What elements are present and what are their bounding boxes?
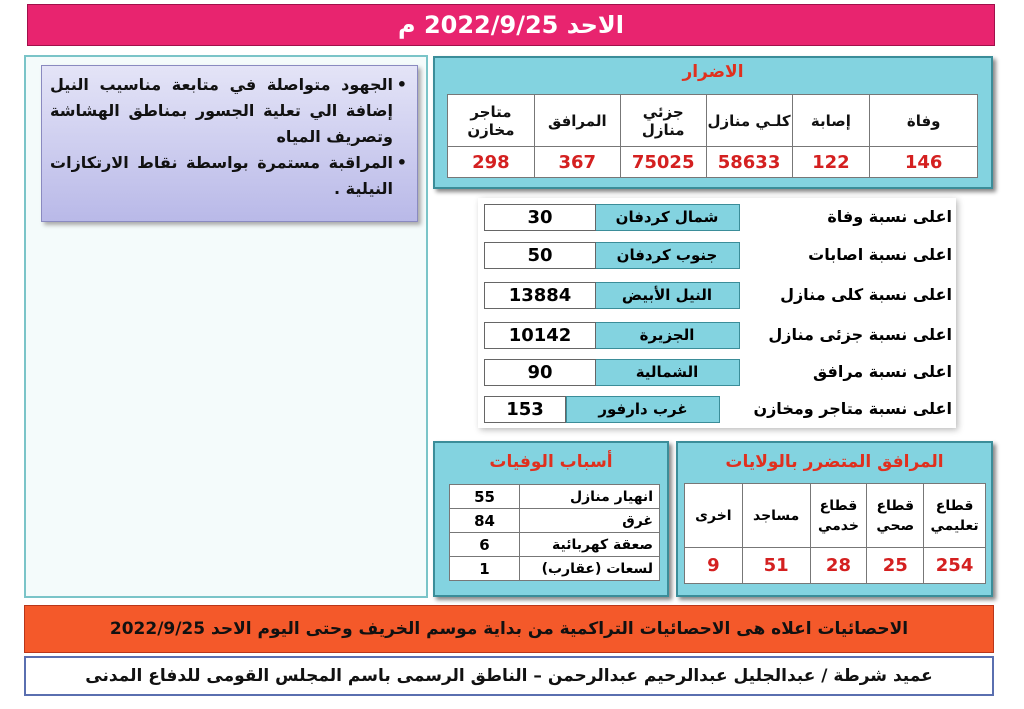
facility-value: 254 [924, 548, 986, 584]
facility-header: قطاع خدمي [810, 484, 867, 548]
facility-header: قطاع تعليمي [924, 484, 986, 548]
death-cause: لسعات (عقارب) [520, 557, 660, 581]
highest-row [484, 240, 952, 270]
facility-header: قطاع صحي [867, 484, 924, 548]
damage-header: جزئي منازل [620, 95, 706, 147]
highest-value: 153 [484, 396, 566, 423]
death-cause: صعقة كهربائية [520, 533, 660, 557]
death-count: 6 [450, 533, 520, 557]
highest-row [484, 280, 952, 310]
highest-label: اعلى نسبة اصابات [808, 245, 952, 264]
facilities-table [684, 483, 986, 584]
damage-header: كلـي منازل [706, 95, 792, 147]
damage-value: 146 [870, 147, 978, 178]
highest-value: 13884 [484, 282, 596, 309]
highest-row [484, 394, 952, 424]
death-count: 55 [450, 485, 520, 509]
highest-state: شمال كردفان [594, 204, 740, 231]
death-cause: انهيار منازل [520, 485, 660, 509]
damage-header: إصابة [792, 95, 870, 147]
damage-value: 58633 [706, 147, 792, 178]
highest-label: اعلى نسبة جزئى منازل [768, 325, 952, 344]
damage-header: متاجر مخازن [448, 95, 535, 147]
signature-bar [24, 656, 994, 696]
highest-value: 90 [484, 359, 596, 386]
damage-value: 298 [448, 147, 535, 178]
date-text: الاحد 2022/9/25 م [398, 11, 625, 39]
date-banner [27, 4, 995, 46]
damage-header: المرافق [534, 95, 620, 147]
summary-text: الاحصائيات اعلاه هى الاحصائيات التراكمية من بداية موسم الخريف وحتى اليوم الاحد 2022/9/25 [109, 619, 909, 639]
highest-state: غرب دارفور [566, 396, 720, 423]
highest-label: اعلى نسبة كلى منازل [780, 285, 952, 304]
facilities-title: المرافق المتضرر بالولايات [725, 452, 944, 472]
highest-label: اعلى نسبة وفاة [827, 207, 952, 226]
damage-value: 75025 [620, 147, 706, 178]
facility-value: 28 [810, 548, 867, 584]
summary-bar [24, 605, 994, 653]
note-item: • المراقبة مستمرة بواسطة نقاط الارتكازات النيلية . [50, 150, 407, 202]
facility-header: اخرى [685, 484, 743, 548]
death-cause: غرق [520, 509, 660, 533]
facility-value: 25 [867, 548, 924, 584]
death-count: 84 [450, 509, 520, 533]
highest-row [484, 357, 952, 387]
highest-row [484, 202, 952, 232]
highest-value: 30 [484, 204, 596, 231]
highest-value: 50 [484, 242, 596, 269]
death-causes-table [449, 484, 660, 581]
highest-state: جنوب كردفان [594, 242, 740, 269]
signature-text: عميد شرطة / عبدالجليل عبدالرحيم عبدالرحمن – الناطق الرسمى باسم المجلس القومى للدفاع المدنى [85, 666, 933, 686]
damage-header: وفاة [870, 95, 978, 147]
facility-value: 9 [685, 548, 743, 584]
note-item: • الجهود متواصلة في متابعة مناسيب النيل إضافة الي تعلية الجسور بمناطق الهشاشة وتصريف المياه [50, 72, 407, 150]
death-count: 1 [450, 557, 520, 581]
damage-value: 367 [534, 147, 620, 178]
damages-table [447, 94, 978, 178]
highest-value: 10142 [484, 322, 596, 349]
facility-header: مساجد [742, 484, 810, 548]
death-causes-title: أسباب الوفيات [489, 452, 613, 472]
highest-label: اعلى نسبة مرافق [812, 362, 952, 381]
highest-row [484, 320, 952, 350]
facility-value: 51 [742, 548, 810, 584]
notes-box [41, 65, 418, 222]
highest-state: النيل الأبيض [594, 282, 740, 309]
notes-list [50, 72, 407, 202]
damage-value: 122 [792, 147, 870, 178]
highest-state: الشمالية [594, 359, 740, 386]
highest-state: الجزيرة [594, 322, 740, 349]
highest-label: اعلى نسبة متاجر ومخازن [753, 399, 952, 418]
damages-title: الاضرار [682, 62, 744, 82]
